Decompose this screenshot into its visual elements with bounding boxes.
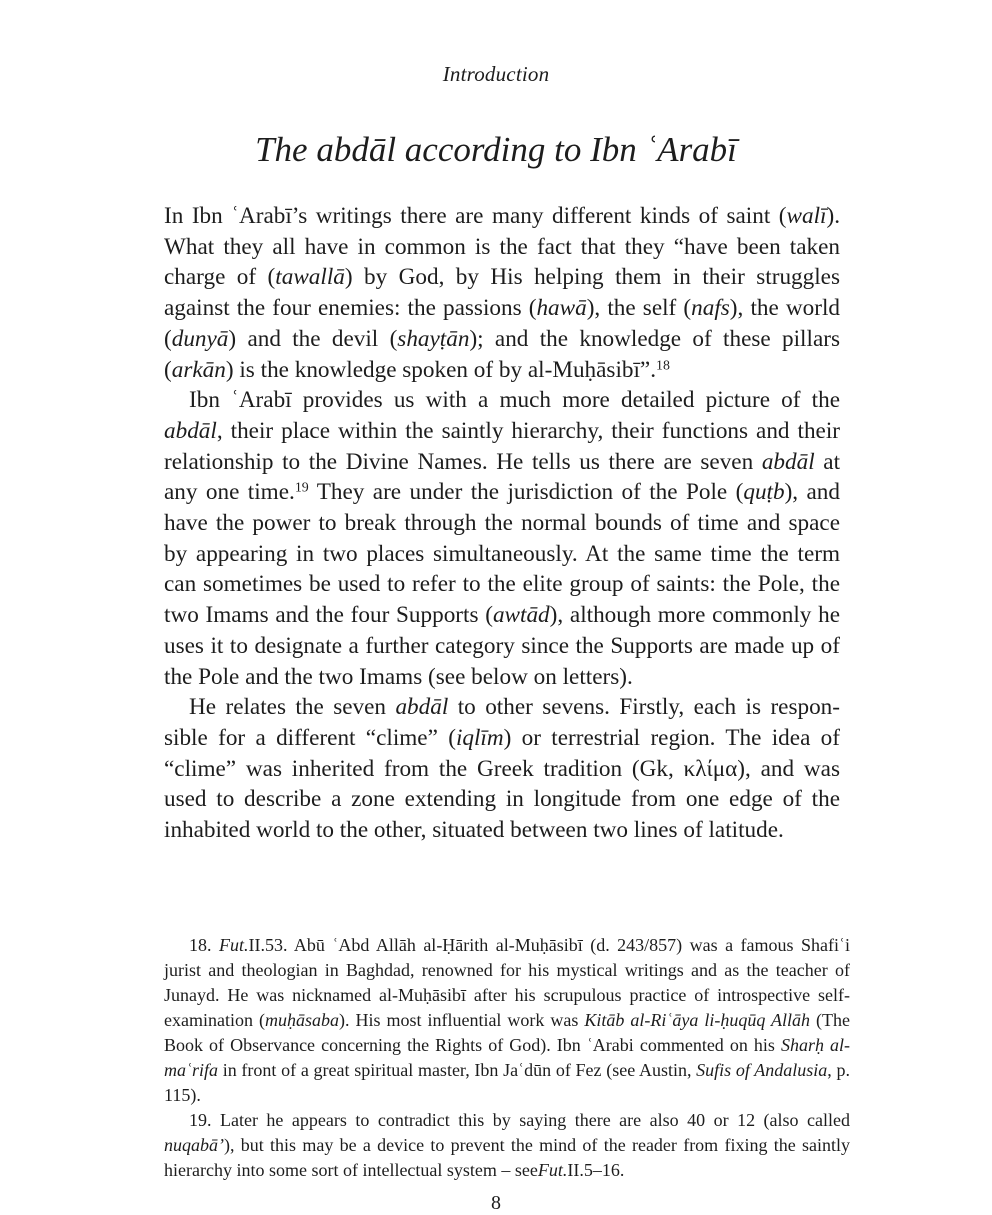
text-run: at any one time. <box>164 448 841 506</box>
footnote-18 <box>164 933 850 1108</box>
italic-term: muḥāsaba <box>264 1010 339 1030</box>
footnote-reference: 19 <box>294 480 309 496</box>
running-head: Introduction <box>442 62 550 86</box>
italic-term: abdāl <box>761 448 815 475</box>
text-run: 19. Later he appears to contradict this by saying there are also 40 or 12 (also called <box>189 1110 850 1130</box>
italic-term: hawā <box>536 295 587 322</box>
italic-term: Sharḥ al-maʿrifa <box>164 1035 850 1080</box>
italic-term: abdāl <box>164 417 217 444</box>
text-run: ), the world ( <box>164 295 840 352</box>
italic-term: shayṭān <box>397 325 470 352</box>
text-run: , their place within the saintly hierarchy, their functions and their relationship to the Divine Names. He tells us there are seven <box>164 417 840 475</box>
italic-term: Fut. <box>537 1160 568 1180</box>
text-run: in front of a great spiritual master, Ibn Jaʿdūn of Fez (see Austin, <box>218 1060 697 1080</box>
text-run: ), and have the power to break through the normal bounds of time and space by appearing in two places simultaneously. At the same time the term can sometimes be used to refer to the elite group of saints: the Pole, the two Imams and the four Supports ( <box>164 479 840 629</box>
text-run: ). His most influential work was <box>338 1010 585 1030</box>
footnote-19 <box>164 1108 850 1183</box>
footnotes <box>164 933 850 1183</box>
text-run: to other sevens. Firstly, each is respon-sible for a different “clime” ( <box>164 694 840 751</box>
italic-term: nuqabā’ <box>164 1135 224 1155</box>
text-run: ) by God, by His helping them in their struggles against the four enemies: the passions ( <box>164 264 840 322</box>
paragraph <box>164 201 840 385</box>
text-run: ). What they all have in common is the fact that they “have been taken charge of ( <box>164 203 840 291</box>
text-run: He relates the seven <box>189 694 396 721</box>
text-run: 18. <box>189 935 219 955</box>
text-run: ), although more commonly he uses it to designate a further category since the Supports are made up of the Pole and the two Imams (see below on letters). <box>164 602 840 690</box>
chapter-title: The abdāl according to Ibn ʿArabī <box>255 130 737 169</box>
text-run: II.53. Abū ʿAbd Allāh al-Ḥārith al-Muḥāsibī (d. 243/857) was a famous Shafiʿi jurist and theologian in Baghdad, renowned for his mystical writings and as the teacher of Junayd. He was nicknamed al-Muḥāsibī after his scrupulous practice of introspective self-examination ( <box>164 935 851 1030</box>
italic-term: walī <box>786 203 827 229</box>
italic-term: arkān <box>171 356 226 383</box>
text-run: ) and the devil ( <box>228 325 398 352</box>
italic-term: Fut. <box>218 935 249 955</box>
text-run: (The Book of Observance concerning the Rights of God). Ibn ʿArabi commented on his <box>164 1010 850 1055</box>
footnote-reference: 18 <box>656 357 670 373</box>
text-run: II.5–16. <box>567 1160 625 1180</box>
italic-term: Kitāb al-Riʿāya li-ḥuqūq Allāh <box>584 1010 811 1030</box>
body-text <box>164 201 840 846</box>
text-run: They are under the jurisdiction of the Pole ( <box>308 479 744 506</box>
text-run: ), the self ( <box>586 295 692 322</box>
paragraph <box>164 692 840 846</box>
text-run: ) is the knowledge spoken of by al-Muḥāsibī”. <box>225 356 657 383</box>
italic-term: abdāl <box>395 694 449 721</box>
italic-term: nafs <box>691 295 730 322</box>
text-run: ) or terrestrial region. The idea of “clime” was inherited from the Greek tradition (Gk, κλίμα), and was used to describe a zone extending in longitude from one edge of the inhabited world to the other, situated between two lines of latitude. <box>164 724 840 844</box>
italic-term: awtād <box>492 602 550 629</box>
italic-term: tawallā <box>275 264 345 291</box>
italic-term: iqlīm <box>455 724 504 751</box>
italic-term: dunyā <box>171 325 229 352</box>
paragraph <box>164 385 840 692</box>
text-run: ), but this may be a device to prevent the mind of the reader from fixing the saintly hierarchy into some sort of intellectual system – see <box>164 1135 850 1180</box>
text-run: , p. 115). <box>164 1060 851 1105</box>
italic-term: Sufis of Andalusia <box>696 1060 828 1080</box>
page-number: 8 <box>491 1192 501 1214</box>
text-run: Ibn ʿArabī provides us with a much more detailed picture of the <box>189 387 840 414</box>
italic-term: quṭb <box>743 479 785 506</box>
text-run: ); and the knowledge of these pillars ( <box>164 325 840 383</box>
text-run: In Ibn ʿArabī’s writings there are many different kinds of saint ( <box>164 203 787 229</box>
